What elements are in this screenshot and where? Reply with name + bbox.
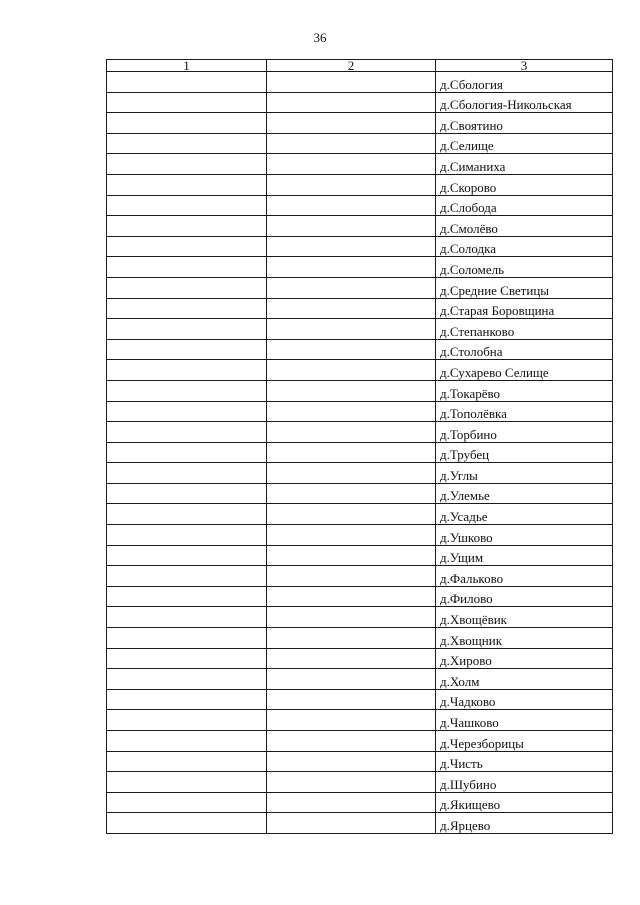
table-cell [107, 216, 267, 237]
table-row [107, 236, 613, 257]
table-cell: д.Степанково [436, 319, 613, 340]
table-row [107, 669, 613, 690]
table-cell [107, 133, 267, 154]
table-row [107, 319, 613, 340]
table-row [107, 504, 613, 525]
table-cell [107, 586, 267, 607]
table-cell [107, 504, 267, 525]
table-cell [107, 360, 267, 381]
table-cell [107, 463, 267, 484]
table-cell [267, 422, 436, 443]
table-row [107, 422, 613, 443]
table-cell [267, 607, 436, 628]
table-cell [107, 174, 267, 195]
table-cell: д.Средние Светицы [436, 277, 613, 298]
table-row [107, 463, 613, 484]
table-cell [107, 113, 267, 134]
settlements-table [106, 59, 613, 834]
table-cell [267, 813, 436, 834]
table-cell: д.Трубец [436, 442, 613, 463]
table-cell [267, 628, 436, 649]
table-cell: д.Ушково [436, 525, 613, 546]
table-cell [267, 586, 436, 607]
table-row [107, 792, 613, 813]
table-cell [107, 710, 267, 731]
table-cell [267, 504, 436, 525]
table-header-row [107, 60, 613, 72]
table-cell [267, 113, 436, 134]
table-cell: д.Слобода [436, 195, 613, 216]
table-cell: д.Солодка [436, 236, 613, 257]
table-row [107, 92, 613, 113]
table-cell [267, 483, 436, 504]
table-row [107, 339, 613, 360]
table-cell: д.Якищево [436, 792, 613, 813]
table-cell [267, 195, 436, 216]
table-cell [107, 545, 267, 566]
table-cell [267, 133, 436, 154]
table-cell [107, 298, 267, 319]
table-cell: д.Скорово [436, 174, 613, 195]
table-cell [267, 360, 436, 381]
table-cell [267, 463, 436, 484]
table-cell [107, 813, 267, 834]
table-cell [267, 648, 436, 669]
table-cell: д.Шубино [436, 772, 613, 793]
table-cell [107, 483, 267, 504]
table-cell [267, 566, 436, 587]
table-cell: д.Старая Боровщина [436, 298, 613, 319]
table-cell: д.Смолёво [436, 216, 613, 237]
table-cell [107, 792, 267, 813]
table-cell [267, 525, 436, 546]
table-row [107, 195, 613, 216]
table-cell [107, 669, 267, 690]
table-cell: д.Холм [436, 669, 613, 690]
table-cell: д.Столобна [436, 339, 613, 360]
page-number: 36 [313, 30, 327, 45]
table-row [107, 813, 613, 834]
table-row [107, 442, 613, 463]
table-row [107, 607, 613, 628]
table-row [107, 360, 613, 381]
table-cell [107, 525, 267, 546]
table-cell [107, 401, 267, 422]
table-row [107, 648, 613, 669]
table-cell: д.Чадково [436, 689, 613, 710]
table-cell [267, 772, 436, 793]
table-cell: д.Симаниха [436, 154, 613, 175]
table-cell: д.Чисть [436, 751, 613, 772]
table-cell [107, 380, 267, 401]
table-cell: д.Филово [436, 586, 613, 607]
table-cell: д.Хвощник [436, 628, 613, 649]
table-row [107, 710, 613, 731]
table-row [107, 113, 613, 134]
table-cell: д.Ущим [436, 545, 613, 566]
table-cell [267, 731, 436, 752]
table-cell: д.Хвощёвик [436, 607, 613, 628]
table-cell: д.Хирово [436, 648, 613, 669]
table-cell [267, 319, 436, 340]
table-cell: д.Улемье [436, 483, 613, 504]
table-row [107, 483, 613, 504]
table-row [107, 216, 613, 237]
table-cell: д.Черезборицы [436, 731, 613, 752]
table-cell [107, 339, 267, 360]
table-cell [107, 236, 267, 257]
table-row [107, 689, 613, 710]
column-header: 3 [436, 60, 613, 72]
table-cell [107, 772, 267, 793]
table-row [107, 277, 613, 298]
table-row [107, 298, 613, 319]
table-row [107, 401, 613, 422]
table-cell: д.Ярцево [436, 813, 613, 834]
table-row [107, 72, 613, 93]
table-cell: д.Углы [436, 463, 613, 484]
table-cell [267, 751, 436, 772]
table-cell [267, 710, 436, 731]
table-row [107, 133, 613, 154]
table-cell [267, 689, 436, 710]
table-cell [267, 669, 436, 690]
table-cell [267, 401, 436, 422]
table-row [107, 545, 613, 566]
table-row [107, 772, 613, 793]
column-header: 1 [107, 60, 267, 72]
table-cell: д.Усадье [436, 504, 613, 525]
table-cell [107, 257, 267, 278]
table-row [107, 751, 613, 772]
table-row [107, 525, 613, 546]
table-cell [107, 628, 267, 649]
table-cell [107, 422, 267, 443]
table-cell: д.Селище [436, 133, 613, 154]
table-cell [107, 566, 267, 587]
table-row [107, 586, 613, 607]
table-cell: д.Фальково [436, 566, 613, 587]
table-cell: д.Своятино [436, 113, 613, 134]
table-cell: д.Сбология [436, 72, 613, 93]
table-cell [267, 72, 436, 93]
table-cell [267, 545, 436, 566]
table-cell [267, 792, 436, 813]
table-cell [267, 442, 436, 463]
table-cell [107, 154, 267, 175]
table-cell: д.Торбино [436, 422, 613, 443]
table-cell: д.Тополёвка [436, 401, 613, 422]
table-cell [107, 195, 267, 216]
table-cell: д.Соломель [436, 257, 613, 278]
table-cell [267, 236, 436, 257]
column-header: 2 [267, 60, 436, 72]
table-cell [107, 751, 267, 772]
table-row [107, 174, 613, 195]
table-row [107, 154, 613, 175]
table-cell [267, 298, 436, 319]
table-cell: д.Сбология-Никольская [436, 92, 613, 113]
table-row [107, 731, 613, 752]
table-row [107, 628, 613, 649]
table-cell [267, 339, 436, 360]
table-cell [267, 216, 436, 237]
table-cell [107, 731, 267, 752]
table-cell [267, 154, 436, 175]
table-cell [107, 607, 267, 628]
table-cell [267, 92, 436, 113]
table-row [107, 566, 613, 587]
table-row [107, 380, 613, 401]
table-cell [107, 92, 267, 113]
table-cell [267, 174, 436, 195]
table-cell [107, 689, 267, 710]
table-cell [107, 648, 267, 669]
table-cell [267, 257, 436, 278]
table-cell [107, 319, 267, 340]
table-cell: д.Сухарево Селище [436, 360, 613, 381]
table-cell [107, 72, 267, 93]
table-row [107, 257, 613, 278]
table-cell: д.Токарёво [436, 380, 613, 401]
table-cell [267, 277, 436, 298]
table-cell [267, 380, 436, 401]
table-cell [107, 442, 267, 463]
table-cell: д.Чашково [436, 710, 613, 731]
table-cell [107, 277, 267, 298]
